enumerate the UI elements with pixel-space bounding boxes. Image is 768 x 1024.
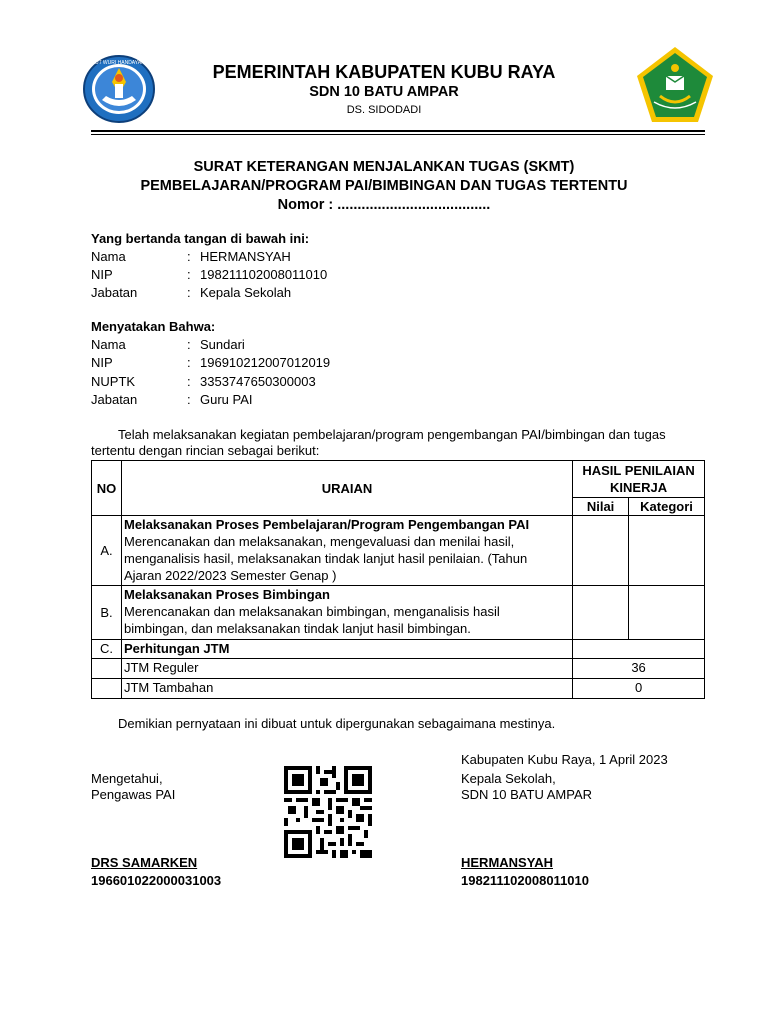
table-row — [92, 586, 705, 640]
colon: : — [187, 374, 191, 389]
row-a-line3: Ajaran 2022/2023 Semester Genap ) — [123, 568, 337, 583]
row-jtm-tambahan-value: 0 — [573, 679, 705, 699]
subject-nuptk-value: 3353747650300003 — [200, 374, 316, 389]
village-name: DS. SIDODADI — [346, 104, 422, 116]
closing-statement: Demikian pernyataan ini dibuat untuk dipergunakan sebagaimana mestinya. — [118, 716, 556, 731]
paragraph-line2: tertentu dengan rincian sebagai berikut: — [91, 443, 320, 458]
colon: : — [187, 267, 191, 282]
header-divider-thin — [91, 134, 705, 135]
subject-nuptk-label: NUPTK — [91, 374, 136, 389]
subject-name-value: Sundari — [200, 337, 245, 352]
declares-intro: Menyatakan Bahwa: — [91, 319, 216, 334]
subject-position-label: Jabatan — [91, 392, 138, 407]
right-sign-line2: SDN 10 BATU AMPAR — [461, 787, 592, 802]
government-name: PEMERINTAH KABUPATEN KUBU RAYA — [212, 62, 556, 82]
paragraph-line1: Telah melaksanakan kegiatan pembelajaran/program pengembangan PAI/bimbingan dan tugas — [118, 427, 666, 442]
row-b-kategori — [629, 586, 705, 640]
colon: : — [187, 249, 191, 264]
header-hasil-line1: HASIL PENILAIAN — [582, 463, 695, 478]
row-a-line1: Merencanakan dan melaksanakan, mengevaluasi dan menilai hasil, — [123, 534, 515, 549]
colon: : — [187, 285, 191, 300]
table-row — [92, 516, 705, 586]
document-title-line1: SURAT KETERANGAN MENJALANKAN TUGAS (SKMT) — [193, 159, 575, 175]
document-title-line2: PEMBELAJARAN/PROGRAM PAI/BIMBINGAN DAN TUGAS TERTENTU — [140, 178, 628, 194]
subject-nip-label: NIP — [91, 355, 113, 370]
colon: : — [187, 337, 191, 352]
qr-code — [284, 766, 372, 858]
row-a-nilai — [573, 516, 629, 586]
row-a-line2: menganalisis hasil, melaksanakan tindak lanjut hasil penilaian. (Tahun — [123, 551, 528, 566]
row-c-no: C. — [92, 640, 122, 659]
signer-name-label: Nama — [91, 249, 126, 264]
colon: : — [187, 392, 191, 407]
row-c-title: Perhitungan JTM — [121, 640, 572, 659]
row-a-no: A. — [92, 516, 122, 586]
signer-position-label: Jabatan — [91, 285, 138, 300]
task-table — [91, 460, 705, 699]
left-sign-name: DRS SAMARKEN — [91, 855, 198, 870]
header-divider-thick — [91, 130, 705, 132]
header-hasil-line2: KINERJA — [610, 480, 668, 495]
row-jtm-reguler-no — [92, 659, 122, 679]
school-name: SDN 10 BATU AMPAR — [309, 84, 459, 100]
signer-position-value: Kepala Sekolah — [200, 285, 292, 300]
subject-position-value: Guru PAI — [200, 392, 253, 407]
header-uraian: URAIAN — [121, 461, 572, 516]
right-sign-name: HERMANSYAH — [461, 855, 553, 870]
row-a-kategori — [629, 516, 705, 586]
right-sign-line1: Kepala Sekolah, — [461, 771, 556, 786]
header-hasil — [573, 461, 705, 498]
left-sign-line1: Mengetahui, — [91, 771, 163, 786]
row-b-nilai — [573, 586, 629, 640]
row-jtm-reguler-label: JTM Reguler — [121, 659, 572, 679]
table-row — [92, 679, 705, 699]
row-b-line2: bimbingan, dan melaksanakan tindak lanjut hasil bimbingan. — [123, 621, 471, 636]
row-b-title: Melaksanakan Proses Bimbingan — [123, 587, 330, 602]
row-b-line1: Merencanakan dan melaksanakan bimbingan, menganalisis hasil — [123, 604, 500, 619]
signer-name-value: HERMANSYAH — [200, 249, 291, 264]
right-sign-nip: 198211102008011010 — [461, 873, 589, 888]
place-date: Kabupaten Kubu Raya, 1 April 2023 — [461, 752, 668, 767]
signer-intro: Yang bertanda tangan di bawah ini: — [91, 231, 310, 246]
left-logo-text: TUT WURI HANDAYANI — [91, 60, 147, 66]
row-jtm-reguler-value: 36 — [573, 659, 705, 679]
row-a-uraian — [121, 516, 572, 586]
row-a-title: Melaksanakan Proses Pembelajaran/Program Pengembangan PAI — [123, 517, 530, 532]
subject-name-label: Nama — [91, 337, 126, 352]
left-sign-nip: 196601022000031003 — [91, 873, 222, 888]
header-nilai: Nilai — [573, 498, 629, 516]
signer-nip-value: 198211102008011010 — [200, 267, 328, 282]
colon: : — [187, 355, 191, 370]
signer-nip-label: NIP — [91, 267, 113, 282]
row-jtm-tambahan-no — [92, 679, 122, 699]
table-row — [92, 640, 705, 659]
header-kategori: Kategori — [629, 498, 705, 516]
row-b-no: B. — [92, 586, 122, 640]
document-number: Nomor : ...................................... — [277, 197, 491, 213]
row-b-uraian — [121, 586, 572, 640]
header-no: NO — [92, 461, 122, 516]
row-c-result — [573, 640, 705, 659]
row-jtm-tambahan-label: JTM Tambahan — [121, 679, 572, 699]
subject-nip-value: 196910212007012019 — [200, 355, 331, 370]
left-sign-line2: Pengawas PAI — [91, 787, 176, 802]
table-row — [92, 659, 705, 679]
